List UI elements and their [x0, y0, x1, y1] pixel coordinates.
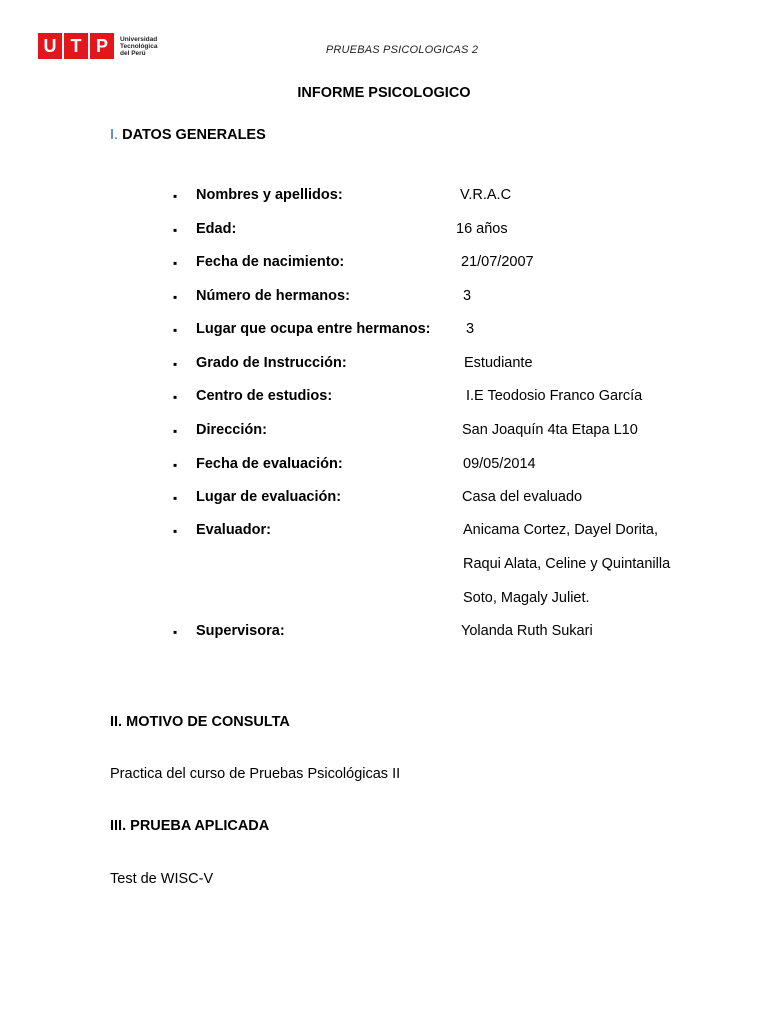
logo-text-line-1: Universidad — [120, 35, 158, 43]
section-3-text: Test de WISC-V — [110, 871, 214, 887]
field-label: Fecha de nacimiento: — [196, 254, 345, 270]
section-1-number: I. — [110, 127, 119, 143]
field-bullet: ▪ — [173, 223, 178, 237]
field-value-line: Raqui Alata, Celine y Quintanilla — [463, 556, 671, 572]
section-2-text: Practica del curso de Pruebas Psicológicas II — [110, 766, 401, 782]
field-value: San Joaquín 4ta Etapa L10 — [462, 422, 638, 438]
field-label: Edad: — [196, 221, 237, 237]
field-bullet: ▪ — [173, 290, 178, 304]
field-label: Fecha de evaluación: — [196, 456, 343, 472]
logo-letter-t: T — [64, 33, 88, 59]
field-label: Número de hermanos: — [196, 288, 350, 304]
logo-text-line-2: Tecnológica — [120, 42, 158, 50]
section-1-heading — [110, 127, 266, 143]
field-value: V.R.A.C — [460, 187, 512, 203]
field-label: Centro de estudios: — [196, 388, 333, 404]
section-3-heading: III. PRUEBA APLICADA — [110, 818, 270, 834]
field-label: Grado de Instrucción: — [196, 355, 347, 371]
field-bullet: ▪ — [173, 491, 178, 505]
field-value: Casa del evaluado — [462, 489, 583, 505]
field-bullet: ▪ — [173, 256, 178, 270]
running-header-text: PRUEBAS PSICOLOGICAS 2 — [325, 44, 479, 56]
field-value: 21/07/2007 — [461, 254, 534, 270]
field-label: Lugar que ocupa entre hermanos: — [196, 321, 431, 337]
field-bullet: ▪ — [173, 458, 178, 472]
field-value: Estudiante — [464, 355, 533, 371]
field-label: Dirección: — [196, 422, 267, 438]
field-value: 3 — [463, 288, 472, 304]
logo-letter-u: U — [38, 33, 62, 59]
field-value: Yolanda Ruth Sukari — [461, 623, 593, 639]
field-bullet: ▪ — [173, 524, 178, 538]
running-header — [0, 44, 768, 56]
field-value: I.E Teodosio Franco García — [466, 388, 643, 404]
field-value-line: Anicama Cortez, Dayel Dorita, — [463, 522, 659, 538]
field-bullet: ▪ — [173, 424, 178, 438]
logo-letter-p: P — [90, 33, 114, 59]
field-label: Lugar de evaluación: — [196, 489, 342, 505]
logo-text-line-3: del Perú — [120, 49, 146, 57]
field-bullet: ▪ — [173, 357, 178, 371]
document-title: INFORME PSICOLOGICO — [297, 85, 471, 101]
field-label: Evaluador: — [196, 522, 271, 538]
field-value: 16 años — [456, 221, 508, 237]
field-value: 3 — [466, 321, 475, 337]
field-value-line: Soto, Magaly Juliet. — [463, 590, 590, 606]
field-value: 09/05/2014 — [463, 456, 536, 472]
field-label: Supervisora: — [196, 623, 285, 639]
field-label: Nombres y apellidos: — [196, 187, 343, 203]
field-bullet: ▪ — [173, 390, 178, 404]
section-1-title: DATOS GENERALES — [122, 127, 266, 143]
section-2-heading: II. MOTIVO DE CONSULTA — [110, 714, 290, 730]
field-bullet: ▪ — [173, 323, 178, 337]
field-bullet: ▪ — [173, 625, 178, 639]
field-bullet: ▪ — [173, 189, 178, 203]
